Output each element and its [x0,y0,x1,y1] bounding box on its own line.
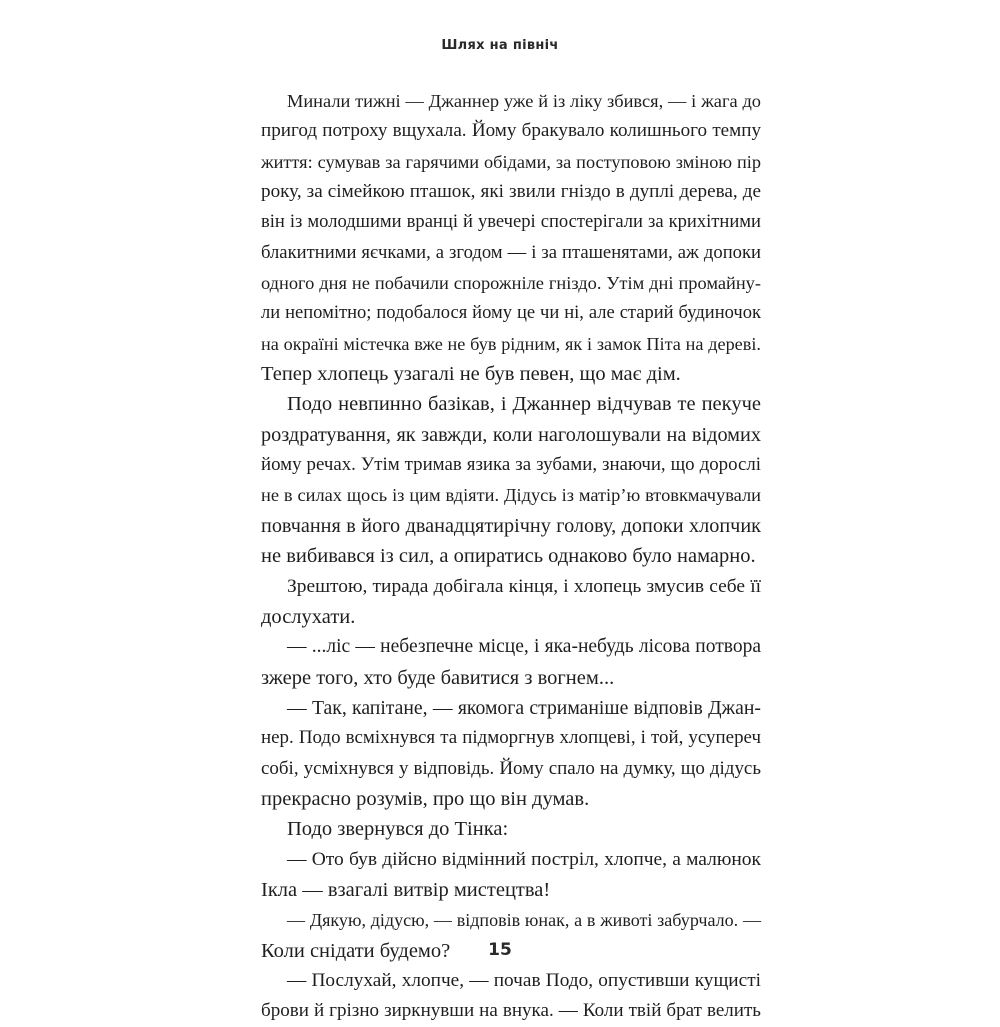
text-line: зжере того, хто буде бавитися з вогнем... [261,666,615,689]
text-line: — Ото був дійсно відмінний постріл, хлопче, а малюнок [287,848,761,870]
text-line: роздратування, як завжди, коли наголошували на відомих [261,423,761,446]
text-line: Тепер хлопець узагалі не був певен, що має дім. [261,363,681,386]
text-line: блакитними яєчками, а згодом — і за пташенятами, аж допоки [261,241,761,263]
text-line: собі, усміхнувся у відповідь. Йому спало на думку, що дідусь [261,757,761,779]
running-head: Шлях на північ [441,38,559,53]
text-line: життя: сумував за гарячими обідами, за поступовою зміною пір [261,151,761,172]
text-line: на окраїні містечка вже не був рідним, як і замок Піта на дереві. [261,333,761,354]
text-line: прекрасно розумів, про що він думав. [261,787,590,810]
text-line: — Послухай, хлопче, — почав Подо, опустивши кущисті [287,969,761,991]
text-line: пригод потроху вщухала. Йому бракувало колишнього темпу [261,120,761,142]
text-line: дослухати. [261,605,356,628]
text-line: — Дякую, дідусю, — відповів юнак, а в животі забурчало. — [287,910,761,931]
text-line: не вибивався із сил, а опиратись однаково було намарно. [261,545,756,568]
text-line: Минали тижні — Джаннер уже й із ліку збився, — і жага до [287,91,761,111]
text-line: Ікла — взагалі витвір мистецтва! [261,878,551,901]
text-line: повчання в його дванадцятирічну голову, допоки хлопчик [261,514,761,537]
text-line: не в силах щось із цим вдіяти. Дідусь із матір’ю втовкмачували [261,485,761,506]
text-line: нер. Подо всміхнувся та підморгнув хлопцеві, і той, усупереч [261,727,761,749]
text-line: ли непомітно; подобалося йому це чи ні, але старий будиночок [261,302,761,324]
page-number: 15 [488,940,512,960]
text-line: брови й грізно зиркнувши на внука. — Коли твій брат велить [261,1000,761,1022]
text-line: він із молодшими вранці й увечері спостерігали за крихітними [261,211,761,233]
text-line: Подо невпинно базікав, і Джаннер відчував те пекуче [287,393,761,416]
text-line: — Так, капітане, — якомога стриманіше відповів Джан- [287,696,761,719]
text-line: року, за сімейкою пташок, які звили гніздо в дуплі дерева, де [261,181,761,203]
text-line: — ...ліс — небезпечне місце, і яка-небудь лісова потвора [287,636,761,658]
text-line: Зрештою, тирада добігала кінця, і хлопець змусив себе її [287,575,761,597]
body-text [261,86,761,1027]
text-line: йому речах. Утім тримав язика за зубами, знаючи, що дорослі [261,454,761,476]
text-line: Подо звернувся до Тінка: [287,818,509,841]
text-line: одного дня не побачили спорожніле гніздо. Утім дні промайну- [261,273,761,294]
text-line: Коли снідати будемо? [261,939,451,962]
